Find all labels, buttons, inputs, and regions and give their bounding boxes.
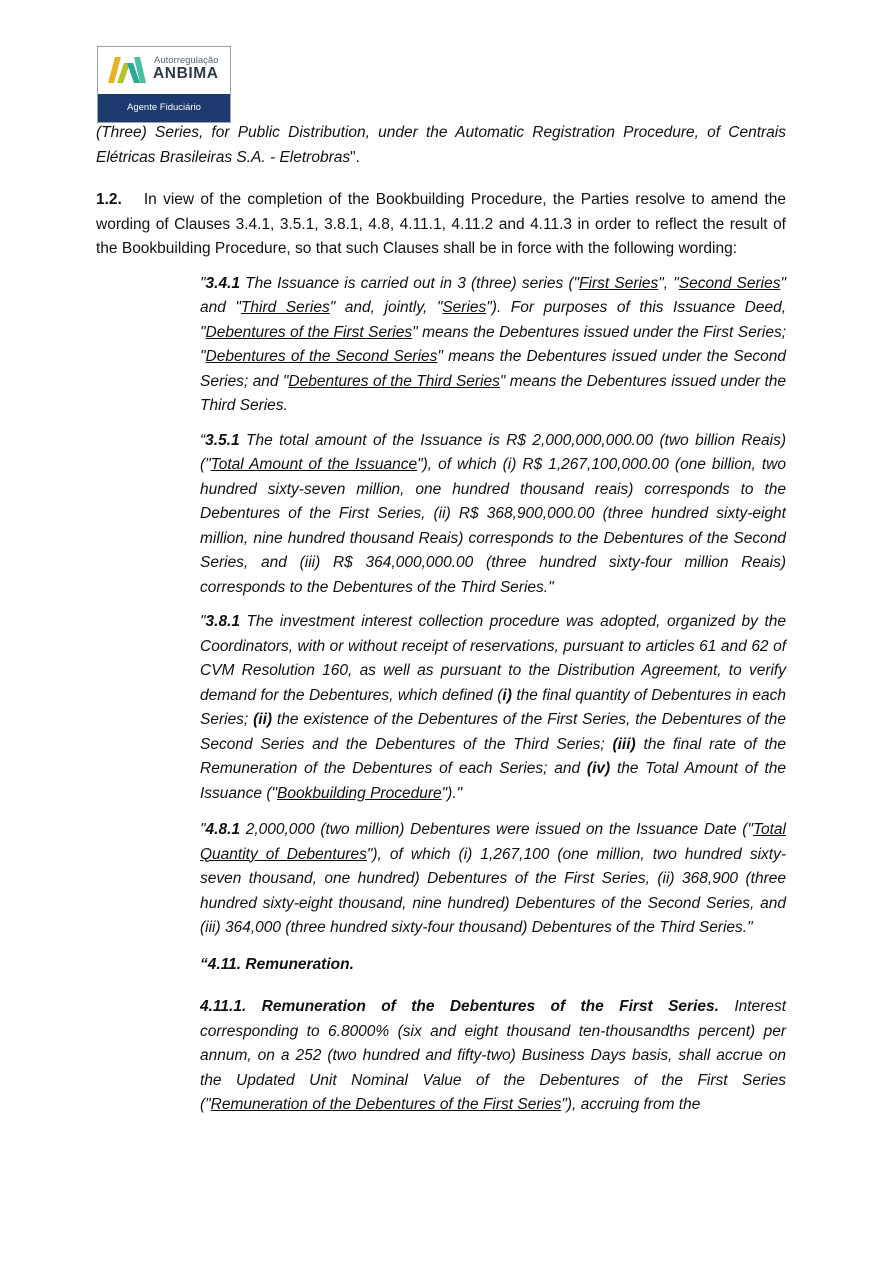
defined-term: Third Series	[240, 299, 330, 316]
defined-term: Remuneration of the Debentures of the First Series	[210, 1096, 562, 1113]
text: the final rate of the Remuneration of the Debentures of each Series; and	[200, 735, 786, 777]
logo-band: Agente Fiduciário	[98, 94, 230, 122]
text: ")."	[441, 784, 463, 802]
intro-text: (Three) Series, for Public Distribution, under the Automatic Registration Procedure, of Centrais Elétricas Brasileiras S.A. - Eletrobras	[96, 124, 786, 166]
text: 2,000,000 (two million) Debentures were issued on the Issuance Date ("	[240, 821, 753, 838]
defined-term: Debentures of the Third Series	[288, 372, 500, 390]
item-marker: i)	[502, 686, 512, 704]
item-marker: (iv)	[586, 760, 611, 777]
text: The Issuance is carried out in 3 (three) series ("	[240, 274, 580, 292]
text: Interest corresponding to 6.8000% (six and eight thousand ten-thousandths percent) per annum, on a 252 (two hundred and fifty-two) Business Days basis, shall accrue on the Updated Unit Nominal Value of the Debentures of the First Series ("	[200, 998, 787, 1113]
quote: "	[200, 821, 206, 838]
intro-paragraph	[96, 121, 786, 170]
defined-term: First Series	[579, 274, 659, 292]
item-marker: (ii)	[253, 711, 273, 728]
quote: "	[200, 274, 206, 292]
clause-number: 3.5.1	[205, 431, 240, 449]
defined-term: Bookbuilding Procedure	[277, 784, 442, 802]
defined-term: Debentures of the First Series	[205, 323, 413, 341]
quote: "	[200, 613, 206, 630]
logo-top	[98, 47, 230, 94]
section-1-2	[96, 188, 786, 262]
quote: “	[200, 431, 206, 449]
clause-3-4-1	[200, 272, 786, 419]
text: the Total Amount of the Issuance ("	[200, 760, 786, 802]
clause-3-8-1	[200, 610, 786, 806]
clause-3-5-1	[200, 429, 786, 601]
clause-heading: 4.11.1. Remuneration of the Debentures of the First Series.	[200, 998, 719, 1015]
item-marker: (iii)	[612, 735, 636, 753]
text: The investment interest collection procedure was adopted, organized by the Coordinators, with or without receipt of reservations, pursuant to articles 61 and 62 of CVM Resolution 160, as well as pursuant to the Distribution Agreement, to verify demand for the Debentures, which defined (	[200, 613, 786, 704]
text: "), accruing from the	[561, 1096, 701, 1113]
amended-clauses	[200, 272, 786, 1118]
section-number: 1.2.	[96, 191, 122, 208]
text: "). For purposes of this Issuance Deed, "	[200, 299, 787, 341]
document-body	[96, 121, 786, 1118]
text: "), of which (i) R$ 1,267,100,000.00 (one billion, two hundred sixty-seven million, one hundred thousand reais) corresponds to the Debentures of the First Series, (ii) R$ 368,900,000.00 (three hundred sixty-eight million, nine hundred thousand Reais) corresponds to the Debentures of the Second Series, and (iii) R$ 364,000,000.00 (three hundred sixty-four million Reais) corresponds to the Debentures of the Third Series."	[200, 456, 786, 596]
defined-term: Total Quantity of Debentures	[200, 821, 786, 863]
logo-subtitle: Autorregulação	[154, 55, 219, 66]
defined-term: Second Series	[678, 274, 781, 292]
text: "), of which (i) 1,267,100 (one million, two hundred sixty-seven thousand, one hundred) Debentures of the First Series, (ii) 368,900 (three hundred sixty-eight thousand, nine hundred) Debentures of the Second Series, and (iii) 364,000 (three hundred sixty-four thousand) Debentures of the Third Series."	[200, 845, 786, 936]
text: The total amount of the Issuance is R$ 2,000,000,000.00 (two billion Reais) ("	[200, 431, 786, 473]
defined-term: Total Amount of the Issuance	[210, 456, 418, 473]
defined-term: Debentures of the Second Series	[205, 348, 438, 365]
clause-number: 3.4.1	[205, 274, 240, 292]
clause-number: 4.8.1	[205, 821, 240, 838]
text: " means the Debentures issued under the Third Series.	[200, 372, 787, 414]
text: " and, jointly, "	[329, 299, 443, 316]
logo-brand: ANBIMA	[153, 65, 219, 82]
text: " means the Debentures issued under the Second Series; and "	[200, 348, 786, 390]
clause-4-11-1	[200, 995, 786, 1118]
text: the existence of the Debentures of the First Series, the Debentures of the Second Series and the Debentures of the Third Series;	[200, 711, 786, 753]
defined-term: Series	[442, 299, 487, 316]
intro-close: ".	[350, 148, 360, 166]
clause-4-11-heading: “4.11. Remuneration.	[200, 955, 354, 973]
text: ", "	[658, 274, 679, 292]
anbima-logo	[97, 46, 231, 123]
section-text: In view of the completion of the Bookbuilding Procedure, the Parties resolve to amend the wording of Clauses 3.4.1, 3.5.1, 3.8.1, 4.8, 4.11.1, 4.11.2 and 4.11.3 in order to reflect the result of the Bookbuilding Procedure, so that such Clauses shall be in force with the following wording:	[96, 191, 786, 257]
text: " means the Debentures issued under the First Series; "	[200, 323, 786, 365]
text: " and "	[200, 274, 786, 316]
anbima-mark-icon	[108, 57, 146, 83]
clause-number: 3.8.1	[205, 613, 240, 630]
text: the final quantity of Debentures in each Series;	[200, 686, 786, 728]
clause-4-8-1	[200, 818, 786, 941]
